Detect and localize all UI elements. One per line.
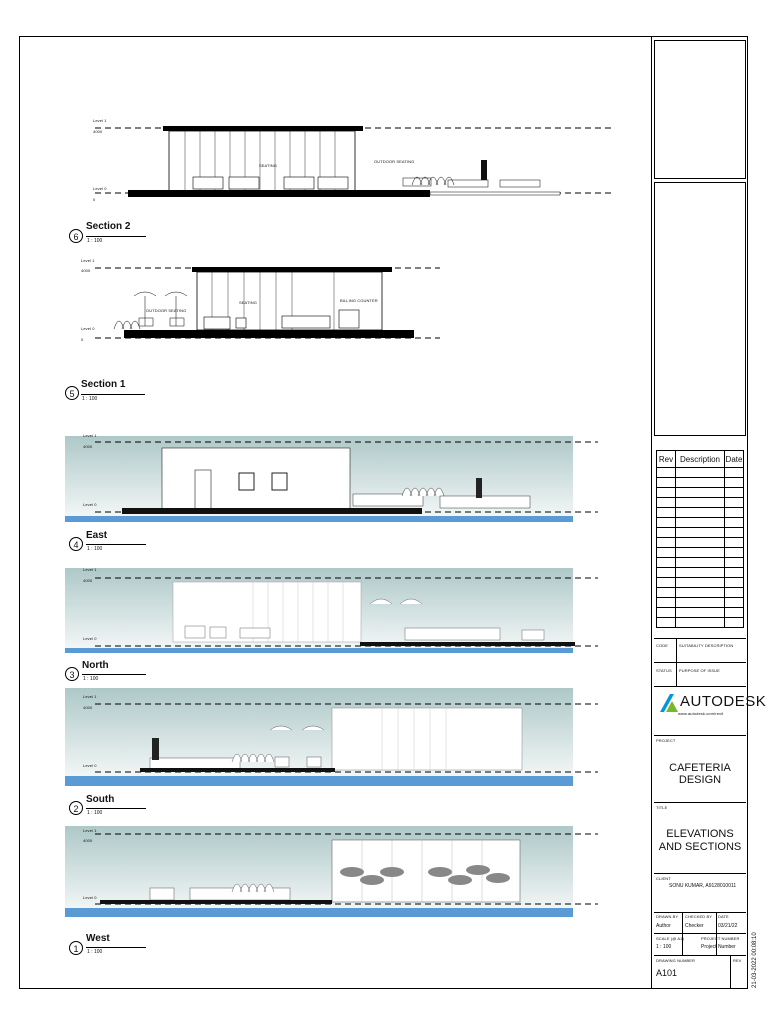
level-label: Level 0 <box>83 763 97 768</box>
level-value: 4000 <box>83 838 93 843</box>
view-scale: 1 : 100 <box>83 676 99 682</box>
view-name: Section 2 <box>86 221 131 232</box>
project-number-label: PROJECT NUMBER <box>701 936 740 941</box>
date-label: DATE <box>718 914 729 919</box>
west-elevation-drawing <box>65 826 598 917</box>
view-number: 5 <box>65 386 79 400</box>
view-name: East <box>86 530 108 541</box>
rev-col-description: Description <box>676 451 725 468</box>
checked-label: CHECKED BY <box>685 914 713 919</box>
view-scale: 1 : 100 <box>87 810 103 816</box>
drawing-number-label: DRAWING NUMBER <box>656 958 696 963</box>
south-elevation-drawing <box>65 688 598 786</box>
view-name: North <box>82 660 109 671</box>
project-name: CAFETERIA DESIGN <box>669 762 731 786</box>
level-value: 4000 <box>93 129 103 134</box>
divider <box>654 933 746 934</box>
revision-table <box>656 450 744 628</box>
level-label: Level 1 <box>93 118 107 123</box>
view-number: 3 <box>65 667 79 681</box>
project-label: PROJECT <box>656 738 676 743</box>
status-label: STATUS <box>656 668 672 673</box>
title-label: TITLE <box>656 805 668 810</box>
north-elevation-drawing <box>65 568 598 653</box>
divider <box>654 802 746 803</box>
scale-label: SCALE (@ A1) <box>656 936 684 941</box>
level-label: Level 0 <box>83 895 97 900</box>
level-value: 0 <box>81 337 84 342</box>
room-label-seating: SEATING <box>259 163 277 168</box>
level-label: Level 1 <box>83 694 97 699</box>
level-value: 4000 <box>83 578 93 583</box>
section-2-drawing <box>95 126 615 197</box>
drawn-label: DRAWN BY <box>656 914 679 919</box>
suitability-label: SUITABILITY DESCRIPTION <box>679 643 734 648</box>
purpose-label: PURPOSE OF ISSUE <box>679 668 720 673</box>
divider <box>682 912 683 955</box>
title-block-box-top <box>654 40 746 179</box>
view-underline <box>86 544 146 545</box>
divider <box>676 638 677 686</box>
divider <box>654 912 746 913</box>
code-label: CODE <box>656 643 668 648</box>
view-underline <box>82 674 146 675</box>
view-scale: 1 : 100 <box>87 949 103 955</box>
checked-value: Checker <box>685 923 704 929</box>
scale-value: 1 : 100 <box>656 944 672 950</box>
view-name: West <box>86 933 110 944</box>
title-value: ELEVATIONS AND SECTIONS <box>658 828 742 853</box>
level-value: 4000 <box>81 268 91 273</box>
client-label: CLIENT <box>656 876 671 881</box>
level-label: Level 1 <box>83 433 97 438</box>
view-name: South <box>86 794 115 805</box>
divider <box>730 955 731 989</box>
rev-label: REV <box>733 958 742 963</box>
room-label-outdoor: OUTDOOR SEATING <box>146 308 187 313</box>
client-value: SONU KUMAR, A9128010011 <box>669 883 737 889</box>
autodesk-logo-text: AUTODESK <box>680 693 767 710</box>
level-label: Level 1 <box>81 258 95 263</box>
view-underline <box>86 808 146 809</box>
autodesk-logo-icon <box>660 694 678 712</box>
view-scale: 1 : 100 <box>87 546 103 552</box>
print-timestamp: 21-03-2022 00:08:10 <box>752 932 758 988</box>
title-block-box-notes <box>654 182 746 436</box>
view-number: 1 <box>69 941 83 955</box>
level-label: Level 0 <box>83 636 97 641</box>
view-number: 6 <box>69 229 83 243</box>
level-value: 4000 <box>83 444 93 449</box>
view-scale: 1 : 100 <box>82 396 98 402</box>
date-value: 03/21/22 <box>718 923 738 929</box>
room-label-outdoor: OUTDOOR SEATING <box>374 159 415 164</box>
level-label: Level 1 <box>83 567 97 572</box>
autodesk-url: www.autodesk.com/revit <box>678 711 724 716</box>
divider <box>654 955 746 956</box>
section-1-drawing <box>95 267 440 338</box>
view-number: 2 <box>69 801 83 815</box>
room-label-seating: SEATING <box>239 300 257 305</box>
divider <box>654 735 746 736</box>
rev-col-rev: Rev <box>657 451 676 468</box>
drawn-value: Author <box>656 923 671 929</box>
rev-col-date: Date <box>725 451 744 468</box>
divider <box>654 686 746 687</box>
view-number: 4 <box>69 537 83 551</box>
level-label: Level 1 <box>83 828 97 833</box>
drawing-number-value: A101 <box>656 968 678 978</box>
divider <box>654 873 746 874</box>
east-elevation-drawing <box>65 436 598 522</box>
level-label: Level 0 <box>93 186 107 191</box>
level-value: 4000 <box>83 705 93 710</box>
view-underline <box>81 394 145 395</box>
level-label: Level 0 <box>81 326 95 331</box>
room-label-billing: BILLING COUNTER <box>340 298 378 303</box>
level-label: Level 0 <box>83 502 97 507</box>
view-scale: 1 : 100 <box>87 238 103 244</box>
view-underline <box>86 947 146 948</box>
project-number-value: Project Number <box>701 944 736 950</box>
divider <box>654 662 746 663</box>
view-underline <box>86 236 146 237</box>
level-value: 0 <box>93 197 96 202</box>
view-name: Section 1 <box>81 379 126 390</box>
